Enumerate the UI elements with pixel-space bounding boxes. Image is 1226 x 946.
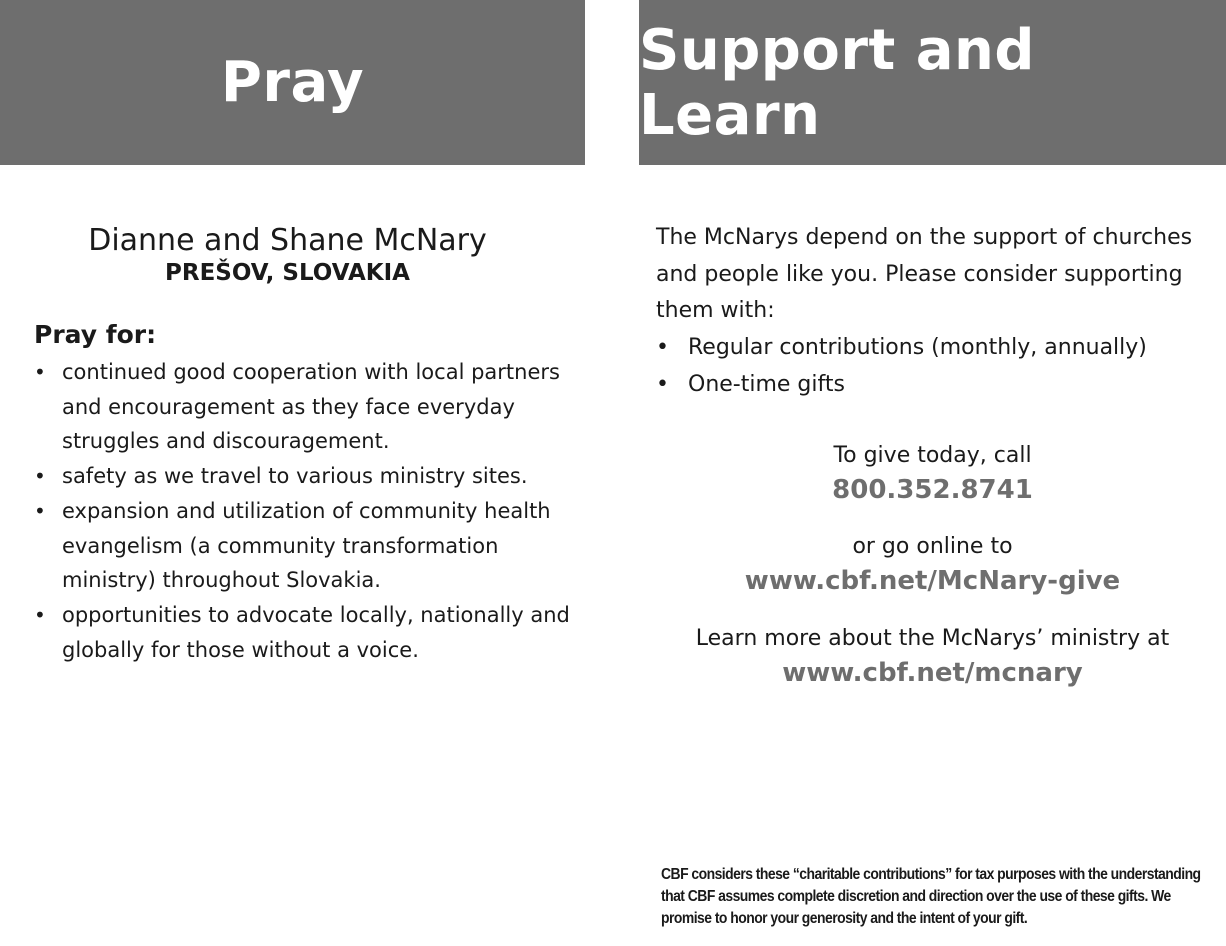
prayer-item-text: safety as we travel to various ministry sites. <box>62 464 528 489</box>
bullet-icon: • <box>656 371 669 397</box>
prayer-item <box>34 598 594 667</box>
support-options-list <box>656 330 1206 403</box>
give-call-label: To give today, call <box>833 443 1032 468</box>
give-call-block <box>639 440 1226 508</box>
support-learn-header <box>639 0 1226 165</box>
support-intro: The McNarys depend on the support of churches and people like you. Please consider supporting them with: <box>656 225 1193 323</box>
bullet-icon: • <box>34 464 46 489</box>
prayer-item-text: opportunities to advocate locally, nationally and globally for those without a voice. <box>62 602 570 662</box>
give-online-label: or go online to <box>852 534 1013 559</box>
support-learn-title: Support and Learn <box>639 17 1035 148</box>
missionary-location: PREŠOV, SLOVAKIA <box>165 260 410 286</box>
learn-url-link[interactable]: www.cbf.net/mcnary <box>782 658 1083 688</box>
tax-disclaimer: CBF considers these “charitable contributions” for tax purposes with the understanding that CBF assumes complete discretion and direction over the use of these gifts. We promise to honor your generosity and the intent of your gift. <box>661 866 1201 927</box>
learn-more-label: Learn more about the McNarys’ ministry at <box>695 626 1170 651</box>
pray-header <box>0 0 585 165</box>
bullet-icon: • <box>34 360 46 384</box>
pray-for-heading: Pray for: <box>34 320 157 349</box>
pray-title: Pray <box>220 50 365 115</box>
give-online-block <box>639 531 1226 599</box>
missionary-names-block <box>0 222 575 288</box>
bullet-icon: • <box>34 498 46 523</box>
prayer-list <box>34 355 594 667</box>
give-url-link[interactable]: www.cbf.net/McNary-give <box>744 566 1121 596</box>
prayer-item <box>34 459 594 494</box>
learn-more-block <box>639 623 1226 691</box>
prayer-item <box>34 355 594 459</box>
prayer-item-text: expansion and utilization of community health evangelism (a community transformation ministry) throughout Slovakia. <box>62 498 551 593</box>
support-option <box>656 367 1206 404</box>
prayer-item-text: continued good cooperation with local partners and encouragement as they face everyday struggles and discouragement. <box>62 360 560 454</box>
support-option <box>656 330 1206 367</box>
bullet-icon: • <box>34 602 46 627</box>
support-option-text: Regular contributions (monthly, annually) <box>688 335 1147 360</box>
phone-number[interactable]: 800.352.8741 <box>832 475 1033 505</box>
bullet-icon: • <box>656 335 669 360</box>
support-option-text: One-time gifts <box>688 371 845 397</box>
missionary-names: Dianne and Shane McNary <box>88 223 487 258</box>
prayer-item <box>34 494 594 598</box>
